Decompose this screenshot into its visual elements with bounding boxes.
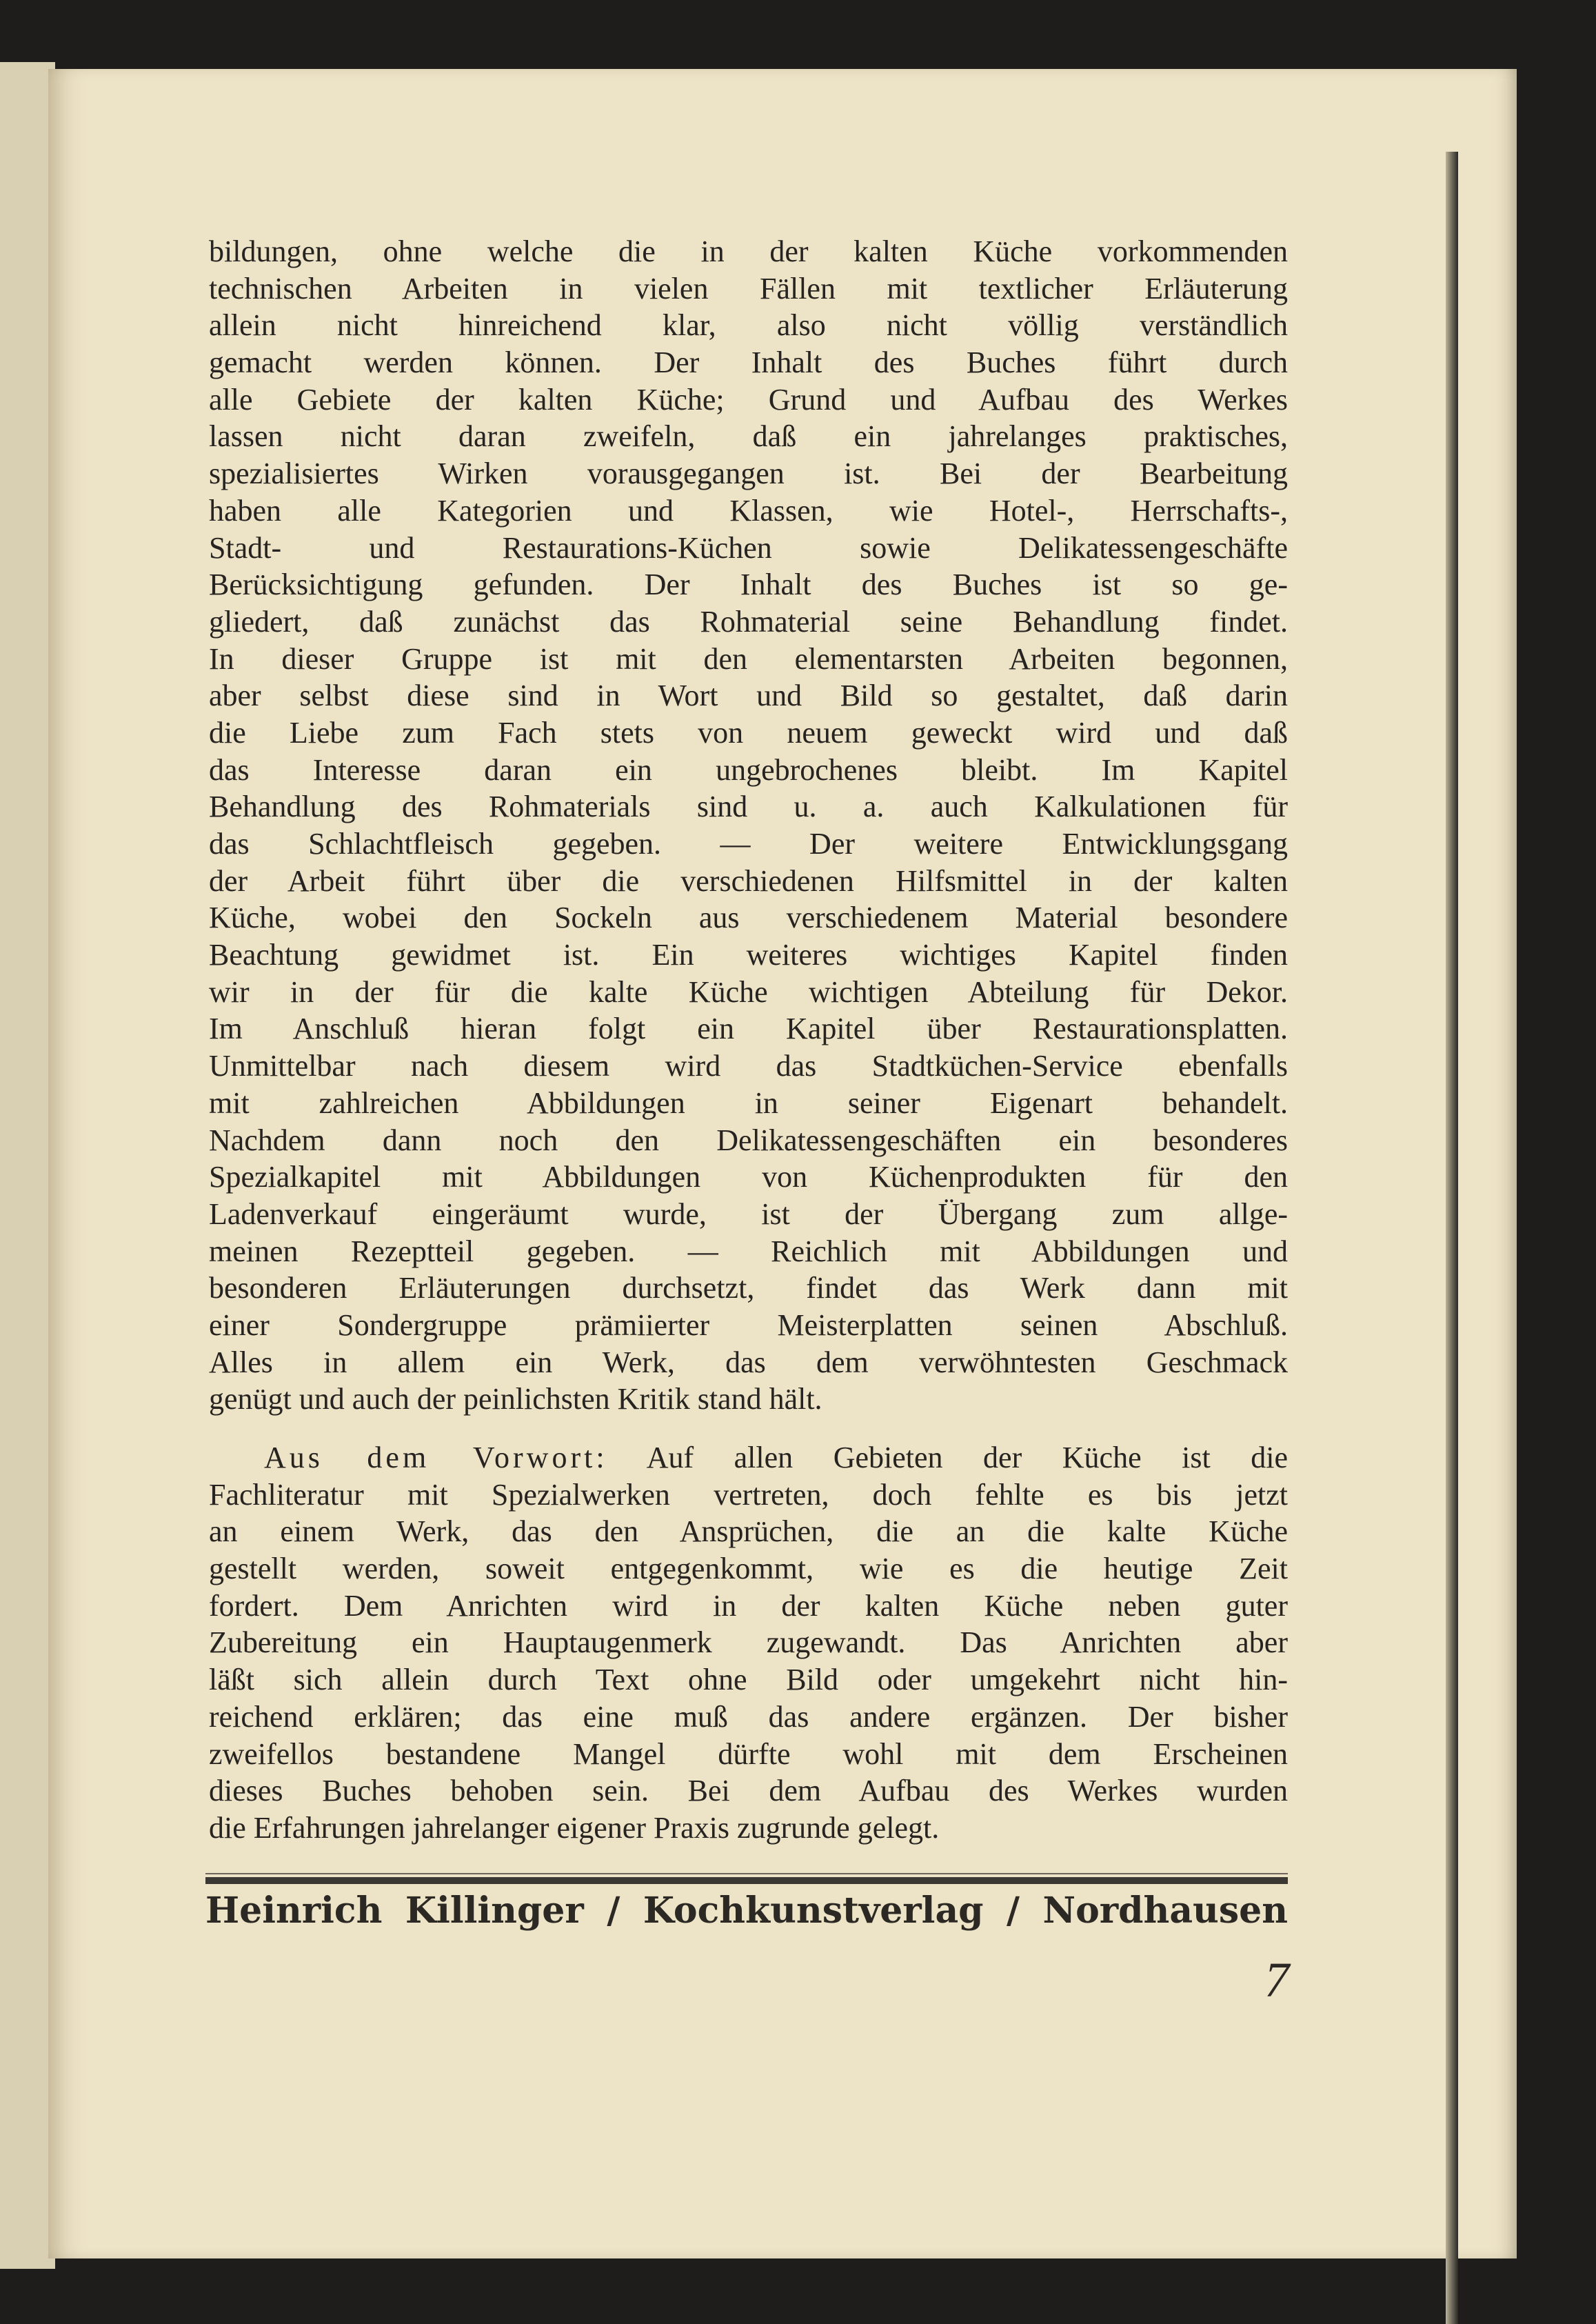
paragraph-1 [209, 233, 1288, 1418]
text-line: dieses Buches behoben sein. Bei dem Aufbau des Werkes wurden [209, 1774, 1288, 1808]
text-line: aber selbst diese sind in Wort und Bild so gestaltet, daß darin [209, 679, 1288, 713]
text-line: In dieser Gruppe ist mit den elementarsten Arbeiten begonnen, [209, 641, 1288, 676]
text-line: Spezialkapitel mit Abbildungen von Küchenprodukten für den [209, 1160, 1288, 1194]
text-line: reichend erklären; das eine muß das andere ergänzen. Der bisher [209, 1699, 1288, 1734]
text-line: Unmittelbar nach diesem wird das Stadtküchen-Service ebenfalls [209, 1049, 1288, 1083]
text-line: spezialisiertes Wirken vorausgegangen ist. Bei der Bearbeitung [209, 457, 1288, 491]
line-text: Auf allen Gebieten der Küche ist die [646, 1441, 1288, 1474]
text-line: an einem Werk, das den Ansprüchen, die an die kalte Küche [209, 1514, 1288, 1549]
footer-rule-thin [205, 1873, 1288, 1874]
text-line: Nachdem dann noch den Delikatessengeschäften ein besonderes [209, 1123, 1288, 1157]
text-line: einer Sondergruppe prämiierter Meisterplatten seinen Abschluß. [209, 1308, 1288, 1342]
text-line: lassen nicht daran zweifeln, daß ein jahrelanges praktisches, [209, 419, 1288, 454]
page-edge-shadow [1446, 152, 1458, 2324]
text-line: Zubereitung ein Hauptaugenmerk zugewandt. Das Anrichten aber [209, 1625, 1288, 1660]
text-line: die Liebe zum Fach stets von neuem geweckt wird und daß [209, 715, 1288, 750]
text-line: das Interesse daran ein ungebrochenes bleibt. Im Kapitel [209, 752, 1288, 787]
text-line: gemacht werden können. Der Inhalt des Buches führt durch [209, 345, 1288, 380]
text-line: alle Gebiete der kalten Küche; Grund und Aufbau des Werkes [209, 382, 1288, 417]
text-line: Stadt- und Restaurations-Küchen sowie Delikatessengeschäfte [209, 530, 1288, 565]
page-number: 7 [1264, 1952, 1289, 2007]
text-line: haben alle Kategorien und Klassen, wie Hotel-, Herrschafts-, [209, 493, 1288, 528]
text-line: allein nicht hinreichend klar, also nicht völlig verständlich [209, 308, 1288, 343]
publisher-footer: Heinrich Killinger / Kochkunstverlag / Nordhausen [205, 1890, 1288, 1932]
text-line: zweifellos bestandene Mangel dürfte wohl mit dem Erscheinen [209, 1736, 1288, 1771]
text-line [209, 1439, 1288, 1476]
paragraph-lead: Aus dem Vorwort: [264, 1441, 608, 1474]
text-line: läßt sich allein durch Text ohne Bild oder umgekehrt nicht hin- [209, 1663, 1288, 1697]
text-line: fordert. Dem Anrichten wird in der kalten Küche neben guter [209, 1588, 1288, 1623]
text-line: besonderen Erläuterungen durchsetzt, findet das Werk dann mit [209, 1271, 1288, 1305]
text-line: meinen Rezeptteil gegeben. — Reichlich mit Abbildungen und [209, 1234, 1288, 1268]
text-line: wir in der für die kalte Küche wichtigen Abteilung für Dekor. [209, 974, 1288, 1009]
text-line: die Erfahrungen jahrelanger eigener Praxis zugrunde gelegt. [209, 1810, 940, 1845]
paragraph-2 [209, 1439, 1288, 1847]
text-line: Berücksichtigung gefunden. Der Inhalt des Buches ist so ge- [209, 568, 1288, 602]
text-line: technischen Arbeiten in vielen Fällen mit textlicher Erläuterung [209, 271, 1288, 305]
text-line: Behandlung des Rohmaterials sind u. a. auch Kalkulationen für [209, 790, 1288, 824]
text-line: Küche, wobei den Sockeln aus verschiedenem Material besondere [209, 901, 1288, 935]
text-line: Beachtung gewidmet ist. Ein weiteres wichtiges Kapitel finden [209, 938, 1288, 972]
text-line: gestellt werden, soweit entgegenkommt, wie es die heutige Zeit [209, 1552, 1288, 1586]
text-line: bildungen, ohne welche die in der kalten Küche vorkommenden [209, 234, 1288, 268]
footer-rule [205, 1877, 1288, 1884]
text-line: Fachliteratur mit Spezialwerken vertreten, doch fehlte es bis jetzt [209, 1477, 1288, 1512]
text-line: Alles in allem ein Werk, das dem verwöhntesten Geschmack [209, 1345, 1288, 1379]
text-line: genügt und auch der peinlichsten Kritik stand hält. [209, 1382, 822, 1416]
text-line: gliedert, daß zunächst das Rohmaterial seine Behandlung findet. [209, 604, 1288, 639]
text-line: Ladenverkauf eingeräumt wurde, ist der Übergang zum allge- [209, 1196, 1288, 1231]
text-line: mit zahlreichen Abbildungen in seiner Eigenart behandelt. [209, 1085, 1288, 1120]
text-line: Im Anschluß hieran folgt ein Kapitel über Restaurationsplatten. [209, 1012, 1288, 1046]
text-line: der Arbeit führt über die verschiedenen Hilfsmittel in der kalten [209, 863, 1288, 898]
body-text [209, 233, 1288, 1847]
text-line: das Schlachtfleisch gegeben. — Der weitere Entwicklungsgang [209, 827, 1288, 861]
facing-page-edge [0, 62, 55, 2269]
